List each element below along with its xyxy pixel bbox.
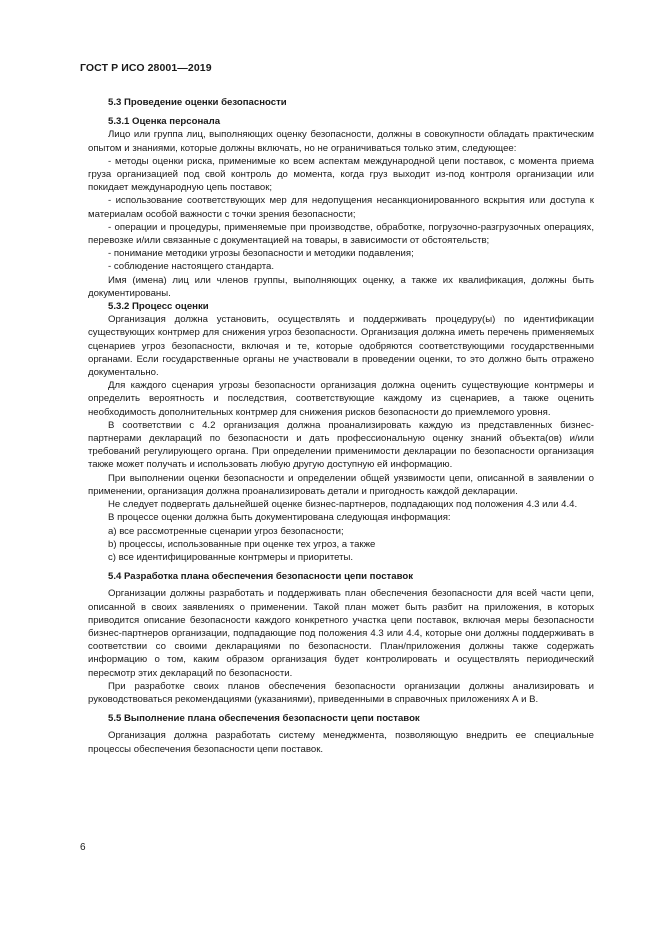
list-item: c) все идентифицированные контрмеры и приоритеты. bbox=[108, 551, 354, 563]
paragraph: Организации должны разработать и поддерживать план обеспечения безопасности для всей части цепи, описанной в своих заявлениях о применении. Такой план может быть разбит на приложения, в которых приводится описание безопасности каждого конкретного участка цепи поставок, включая меры безопасности бизнес-партнеров организации, подпадающие под положения 4.3 или 4.4, которые они должны поддерживать в соответствии со своими декларациями по безопасности. План/приложения должны также содержать информацию о том, каким образом организация будет контролировать и осуществлять периодический пересмотр этих деклараций по безопасности. bbox=[88, 588, 594, 679]
paragraph: Организация должна разработать систему менеджмента, позволяющую внедрить ее специальные процессы обеспечения безопасности цепи поставок. bbox=[88, 730, 594, 755]
list-intro: В процессе оценки должна быть документирована следующая информация: bbox=[108, 512, 451, 524]
paragraph: Лицо или группа лиц, выполняющих оценку безопасности, должны в совокупности обладать практическим опытом и знаниями, которые должны включать, но не ограничиваться только этим, следующее: bbox=[88, 129, 594, 154]
list-item: - соблюдение настоящего стандарта. bbox=[108, 261, 275, 273]
list-item: - операции и процедуры, применяемые при производстве, обработке, погрузочно-разгрузочных операциях, перевозке и/или связанные с документацией на товары, в зависимости от обстоятельств; bbox=[88, 221, 594, 247]
paragraph: При выполнении оценки безопасности и определении общей уязвимости цепи, описанной в заявлении о применении, организация должна проанализировать детали и пригодность каждой декларации. bbox=[88, 472, 594, 497]
subsection-5-3-1-heading: 5.3.1 Оценка персонала bbox=[108, 116, 221, 128]
paragraph: Для каждого сценария угрозы безопасности организация должна оценить существующие контрмеры и определить вероятность и последствия, соответствующие каждому из сценариев, а также оценить необходимость дополнительных контрмер для снижения рисков безопасности до приемлемого уровня. bbox=[88, 380, 594, 418]
list-item: - понимание методики угрозы безопасности и методики подавления; bbox=[108, 248, 414, 260]
paragraph: Имя (имена) лиц или членов группы, выполняющих оценку, а также их квалификация, должны быть документированы. bbox=[88, 274, 594, 299]
section-5-5-heading: 5.5 Выполнение плана обеспечения безопасности цепи поставок bbox=[108, 713, 420, 725]
section-5-4-heading: 5.4 Разработка плана обеспечения безопасности цепи поставок bbox=[108, 571, 414, 583]
document-header: ГОСТ Р ИСО 28001—2019 bbox=[80, 62, 212, 74]
paragraph: В соответствии с 4.2 организация должна проанализировать каждую из представленных бизнес-партнерами деклараций по безопасности и дать профессиональную оценку знаний объекта(ов) и/или требований регулирующего органа. При определении применимости декларации по безопасности организация также может получать и использовать любую другую доступную ей информацию. bbox=[88, 419, 594, 471]
list-item: a) все рассмотренные сценарии угроз безопасности; bbox=[108, 525, 344, 537]
paragraph: Не следует подвергать дальнейшей оценке бизнес-партнеров, подпадающих под положения 4.3 или 4.4. bbox=[108, 499, 578, 511]
list-item: b) процессы, использованные при оценке тех угроз, а также bbox=[108, 538, 376, 550]
list-item: - использование соответствующих мер для недопущения несанкционированного вскрытия или доступа к материалам особой важности с точки зрения безопасности; bbox=[88, 195, 594, 220]
document-body bbox=[88, 90, 594, 756]
section-5-3-heading: 5.3 Проведение оценки безопасности bbox=[108, 97, 287, 108]
page-number: 6 bbox=[80, 842, 86, 853]
paragraph: Организация должна установить, осуществлять и поддерживать процедуру(ы) по идентификации существующих контрмер для снижения угроз безопасности. Организация должна иметь перечень применяемых сценариев угроз безопасности, включая и те, которые одобряются соответствующими государственными органами. Если государственные органы не участвовали в проведении оценки, то это должно быть отражено документально. bbox=[88, 314, 594, 379]
subsection-5-3-2-heading: 5.3.2 Процесс оценки bbox=[108, 301, 209, 313]
list-item: - методы оценки риска, применимые ко всем аспектам международной цепи поставок, с момента приема груза организацией под свой контроль до момента, когда груз выходит из-под контроля организации или покидает международную цепь поставок; bbox=[88, 155, 594, 194]
paragraph: При разработке своих планов обеспечения безопасности организации должны анализировать и руководствоваться рекомендациями (указаниями), приведенными в справочных приложениях А и В. bbox=[88, 680, 594, 705]
